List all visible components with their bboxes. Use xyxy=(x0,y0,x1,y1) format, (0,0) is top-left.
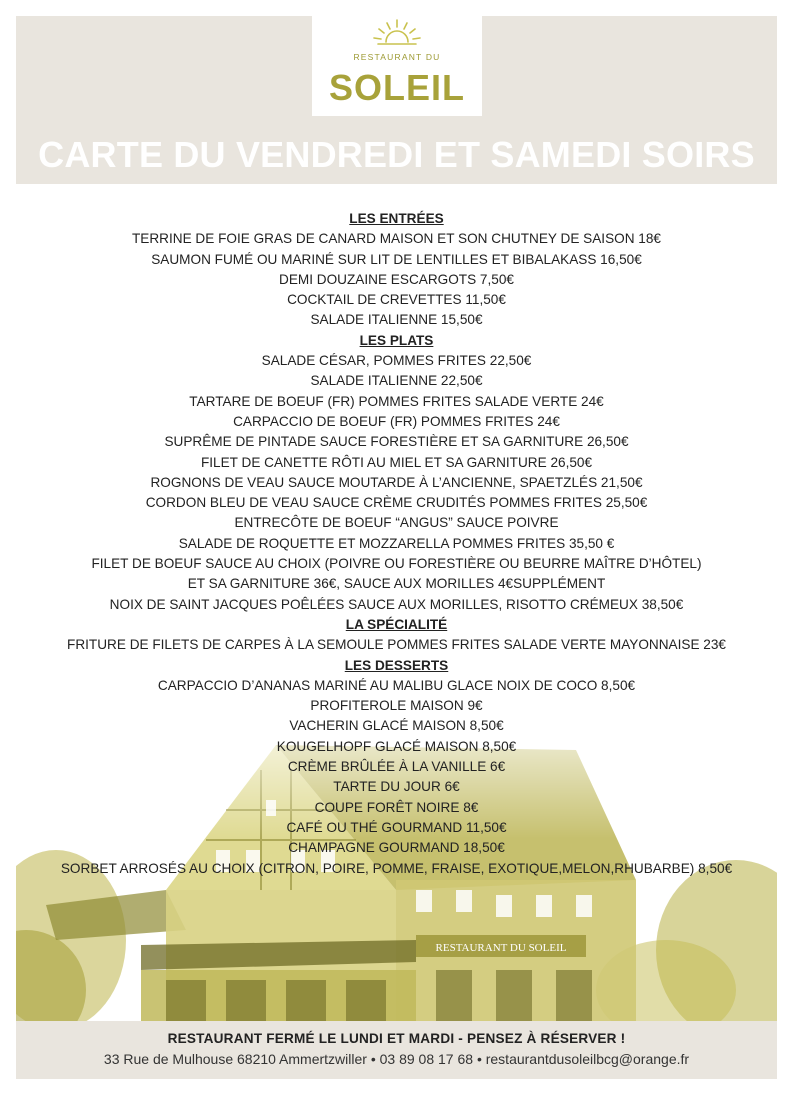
menu-item: SORBET ARROSÉS AU CHOIX (CITRON, POIRE, POMME, FRAISE, EXOTIQUE,MELON,RHUBARBE) 8,50€ xyxy=(60,860,733,876)
menu-item: CHAMPAGNE GOURMAND 18,50€ xyxy=(288,840,505,856)
menu-item: CAFÉ OU THÉ GOURMAND 11,50€ xyxy=(286,819,507,835)
menu-title: CARTE DU VENDREDI ET SAMEDI SOIRS xyxy=(38,134,755,175)
contact-info: 33 Rue de Mulhouse 68210 Ammertzwiller • 03 89 08 17 68 • restaurantdusoleilbcg@orange.fr xyxy=(103,1051,690,1067)
menu-item: SAUMON FUMÉ OU MARINÉ SUR LIT DE LENTILLES ET BIBALAKASS 16,50€ xyxy=(151,251,642,267)
logo-subtitle: RESTAURANT DU xyxy=(353,52,441,62)
menu-item: FILET DE CANETTE RÔTI AU MIEL ET SA GARNITURE 26,50€ xyxy=(200,454,593,470)
menu-item: VACHERIN GLACÉ MAISON 8,50€ xyxy=(289,718,504,734)
menu-item: CARPACCIO DE BOEUF (FR) POMMES FRITES 24€ xyxy=(233,413,560,429)
sun-icon xyxy=(372,18,422,46)
menu-section-heading: LA SPÉCIALITÉ xyxy=(345,616,448,632)
footer xyxy=(16,1021,777,1079)
menu-item: CARPACCIO D’ANANAS MARINÉ AU MALIBU GLACE NOIX DE COCO 8,50€ xyxy=(157,677,636,693)
menu-item: SALADE ITALIENNE 22,50€ xyxy=(310,373,483,389)
menu-item: PROFITEROLE MAISON 9€ xyxy=(310,698,483,714)
menu-section-heading: LES ENTRÉES xyxy=(349,211,444,226)
menu-item: DEMI DOUZAINE ESCARGOTS 7,50€ xyxy=(279,271,514,287)
menu-item: SALADE DE ROQUETTE ET MOZZARELLA POMMES FRITES 35,50 € xyxy=(178,535,615,551)
menu-item: TARTE DU JOUR 6€ xyxy=(333,779,460,795)
menu-item: COUPE FORÊT NOIRE 8€ xyxy=(314,799,479,815)
menu-item: TERRINE DE FOIE GRAS DE CANARD MAISON ET SON CHUTNEY DE SAISON 18€ xyxy=(131,231,661,247)
menu-item: ENTRECÔTE DE BOEUF “ANGUS” SAUCE POIVRE xyxy=(234,515,559,531)
logo-name: SOLEIL xyxy=(328,67,465,108)
menu-section-heading: LES PLATS xyxy=(359,332,434,348)
menu-item: SALADE CÉSAR, POMMES FRITES 22,50€ xyxy=(261,353,532,369)
menu-item: FRITURE DE FILETS DE CARPES À LA SEMOULE POMMES FRITES SALADE VERTE MAYONNAISE 23€ xyxy=(67,637,726,653)
menu-section-heading: LES DESSERTS xyxy=(344,657,449,673)
menu-item: ROGNONS DE VEAU SAUCE MOUTARDE À L’ANCIENNE, SPAETZLÉS 21,50€ xyxy=(150,474,643,490)
menu-list xyxy=(16,209,777,879)
logo xyxy=(312,16,482,116)
menu-item: FILET DE BOEUF SAUCE AU CHOIX (POIVRE OU FORESTIÈRE OU BEURRE MAÎTRE D’HÔTEL) xyxy=(91,556,702,572)
menu-item: ET SA GARNITURE 36€, SAUCE AUX MORILLES 4€SUPPLÉMENT xyxy=(187,576,606,592)
menu-item: COCKTAIL DE CREVETTES 11,50€ xyxy=(287,292,506,308)
menu-item: SALADE ITALIENNE 15,50€ xyxy=(310,312,483,328)
menu-item: TARTARE DE BOEUF (FR) POMMES FRITES SALADE VERTE 24€ xyxy=(189,393,604,409)
menu-item: CORDON BLEU DE VEAU SAUCE CRÈME CRUDITÉS POMMES FRITES 25,50€ xyxy=(145,495,648,511)
menu-item: KOUGELHOPF GLACÉ MAISON 8,50€ xyxy=(276,738,517,754)
closing-notice: RESTAURANT FERMÉ LE LUNDI ET MARDI - PENSEZ À RÉSERVER ! xyxy=(167,1031,626,1046)
menu-item: CRÈME BRÛLÉE À LA VANILLE 6€ xyxy=(287,759,506,775)
menu-item: NOIX DE SAINT JACQUES POÊLÉES SAUCE AUX MORILLES, RISOTTO CRÉMEUX 38,50€ xyxy=(109,596,684,612)
menu-item: SUPRÊME DE PINTADE SAUCE FORESTIÈRE ET SA GARNITURE 26,50€ xyxy=(164,434,629,450)
